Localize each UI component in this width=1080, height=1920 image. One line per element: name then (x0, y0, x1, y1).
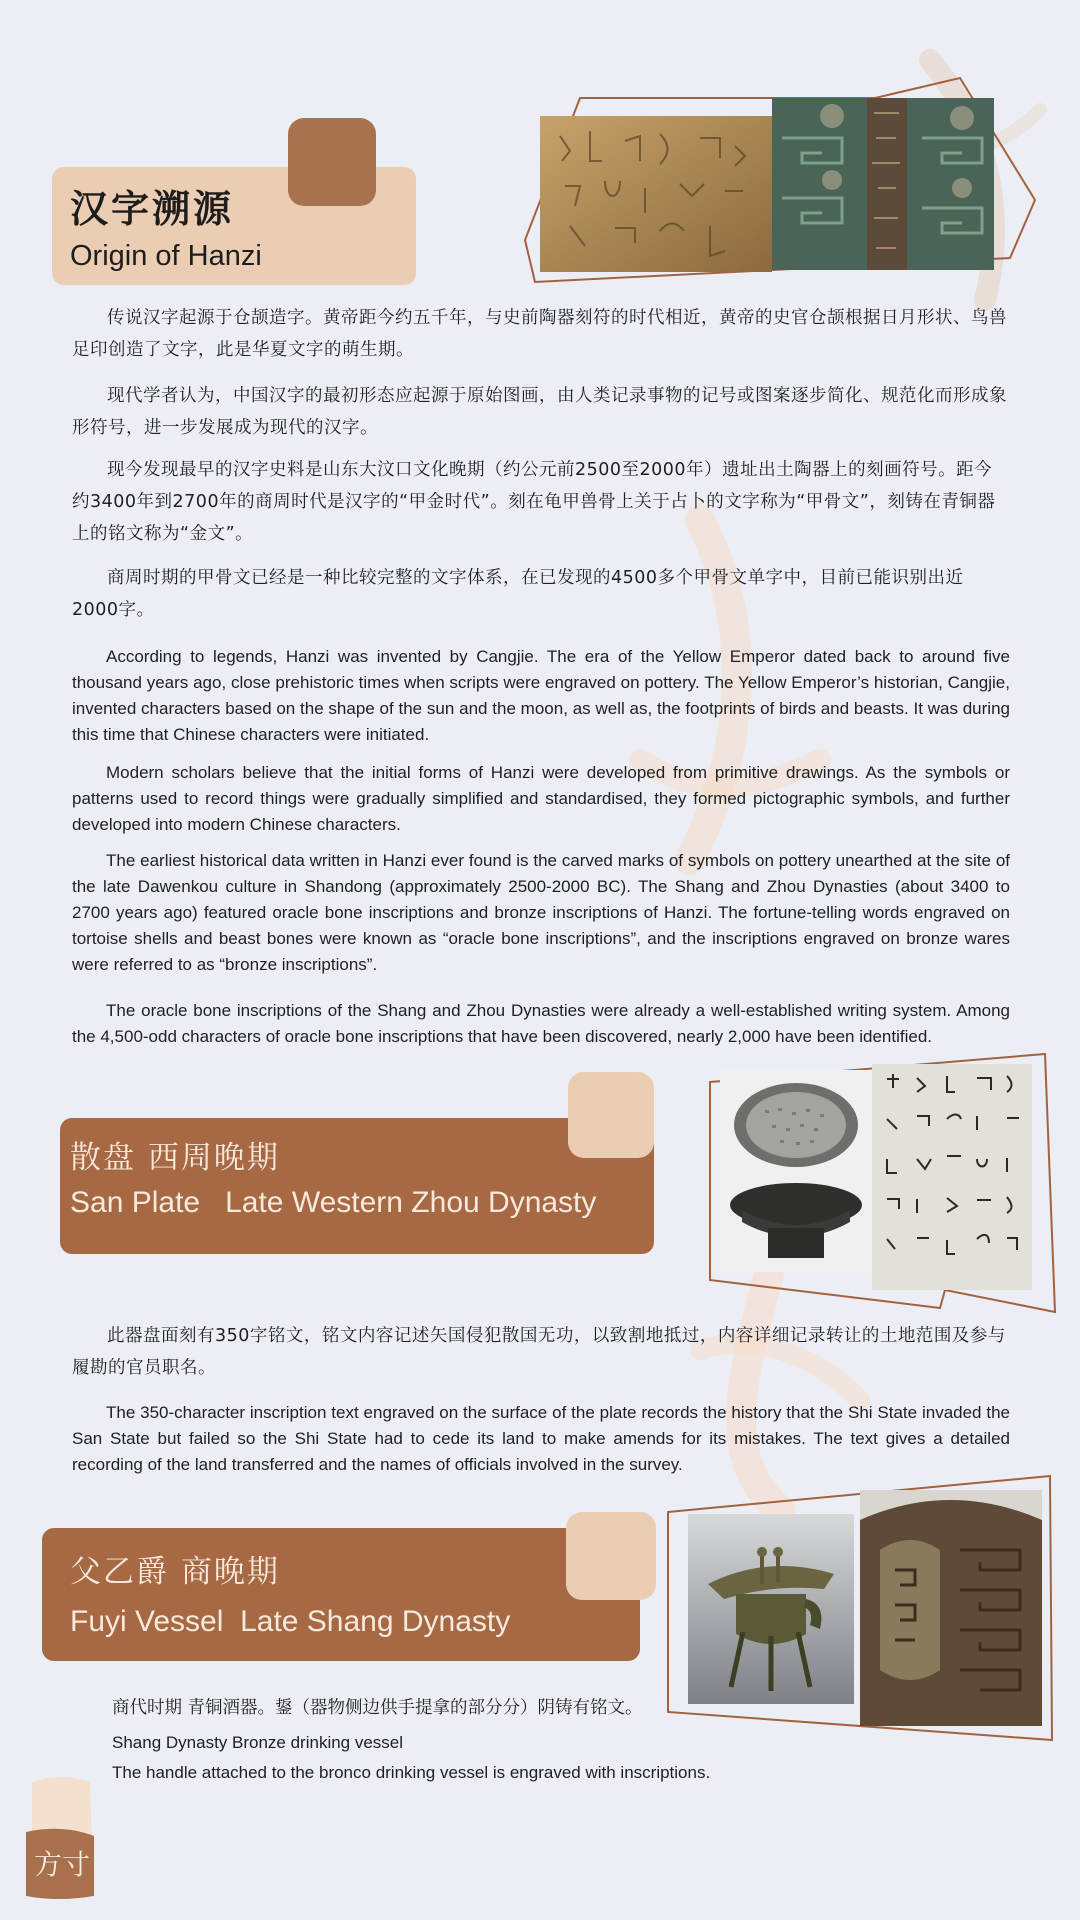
section1-title-zh: 汉字溯源 (70, 186, 235, 231)
section1-paragraph-en-3: The earliest historical data written in Hanzi ever found is the carved marks of symbols on pottery unearthed at the site of the late Dawenkou culture in Shandong (approximately 2500-2000 BC). The Shang and Zhou Dynasties (about 3400 to 2700 years ago) featured oracle bone inscriptions and bronze inscriptions of Hanzi. The fortune-telling words engraved on tortoise shells and beast bones were known as “oracle bone inscriptions”, and the inscriptions engraved on bronze wares were referred to as “bronze inscriptions”. (72, 851, 1010, 974)
section2-paragraph-zh: 此器盘面刻有350字铭文，铭文内容记述矢国侵犯散国无功，以致割地抵过，内容详细记录转让的土地范围及参与履勘的官员职名。 (72, 1326, 1006, 1378)
section3-caption-zh: 商代时期 青铜酒器。鋬（器物侧边供手提拿的部分分）阴铸有铭文。 (112, 1698, 643, 1718)
section2-paragraph-en: The 350-character inscription text engraved on the surface of the plate records the history that the Shi State invaded the San State but failed so the Shi State had to cede its land to make amends for its mistakes. The text gives a detailed recording of the land transferred and the names of officials involved in the survey. (72, 1403, 1010, 1474)
section2-title-en: San Plate Late Western Zhou Dynasty (70, 1186, 597, 1219)
bronze-vessel-detail-photo (772, 98, 994, 270)
logo-text: 方寸 (33, 1848, 91, 1881)
section1-paragraph-zh-4: 商周时期的甲骨文已经是一种比较完整的文字体系，在已发现的4500多个甲骨文单字中，目前已能识别出近2000字。 (72, 568, 964, 620)
section1-paragraph-zh-2: 现代学者认为，中国汉字的最初形态应起源于原始图画，由人类记录事物的记号或图案逐步简化、规范化而形成象形符号，进一步发展成为现代的汉字。 (72, 386, 1007, 438)
section3-title-zh: 父乙爵 商晚期 (70, 1554, 280, 1590)
section1-paragraph-en-4: The oracle bone inscriptions of the Shang and Zhou Dynasties were already a well-established writing system. Among the 4,500-odd characters of oracle bone inscriptions that have been discovered, nearly 2,000 have been identified. (72, 1001, 1010, 1046)
fangcun-zhijian-logo (22, 1752, 102, 1902)
san-plate-inscription-rubbing (872, 1064, 1032, 1290)
section1-title-en: Origin of Hanzi (70, 240, 262, 272)
section1-paragraph-zh-3: 现今发现最早的汉字史料是山东大汶口文化晚期（约公元前2500至2000年）遗址出土陶器上的刻画符号。距今约3400年到2700年的商周时代是汉字的“甲金时代”。刻在龟甲兽骨上关于占卜的文字称为“甲骨文”，刻铸在青铜器上的铭文称为“金文”。 (72, 460, 996, 544)
section3-caption-en-1: Shang Dynasty Bronze drinking vessel (112, 1733, 404, 1752)
section1-paragraph-en-1: According to legends, Hanzi was invented by Cangjie. The era of the Yellow Emperor dated back to around five thousand years ago, close prehistoric times when scripts were engraved on pottery. The Yellow Emperor’s historian, Cangjie, invented characters based on the shape of the sun and the moon, as well as, the footprints of birds and beasts. It was during this time that Chinese characters were initiated. (72, 647, 1010, 744)
section1-paragraph-zh-1: 传说汉字起源于仓颉造字。黄帝距今约五千年，与史前陶器刻符的时代相近，黄帝的史官仓颉根据日月形状、鸟兽足印创造了文字，此是华夏文字的萌生期。 (72, 308, 1007, 360)
section2-header-accent-square (568, 1072, 654, 1158)
section1-paragraph-en-2: Modern scholars believe that the initial forms of Hanzi were developed from primitive drawings. As the symbols or patterns used to record things were gradually simplified and standardised, they formed pictographic symbols, and further developed into modern Chinese characters. (72, 763, 1010, 834)
section3-header-accent-square (566, 1512, 656, 1600)
fuyi-vessel-handle-detail-photo (860, 1490, 1042, 1726)
section3-title-en: Fuyi Vessel Late Shang Dynasty (70, 1605, 511, 1638)
oracle-bone-photo (540, 116, 772, 272)
section2-title-zh: 散盘 西周晚期 (70, 1140, 280, 1176)
fuyi-vessel-photo (688, 1514, 854, 1704)
section3-caption-en-2: The handle attached to the bronco drinking vessel is engraved with inscriptions. (112, 1763, 711, 1782)
san-plate-photo (720, 1070, 872, 1272)
